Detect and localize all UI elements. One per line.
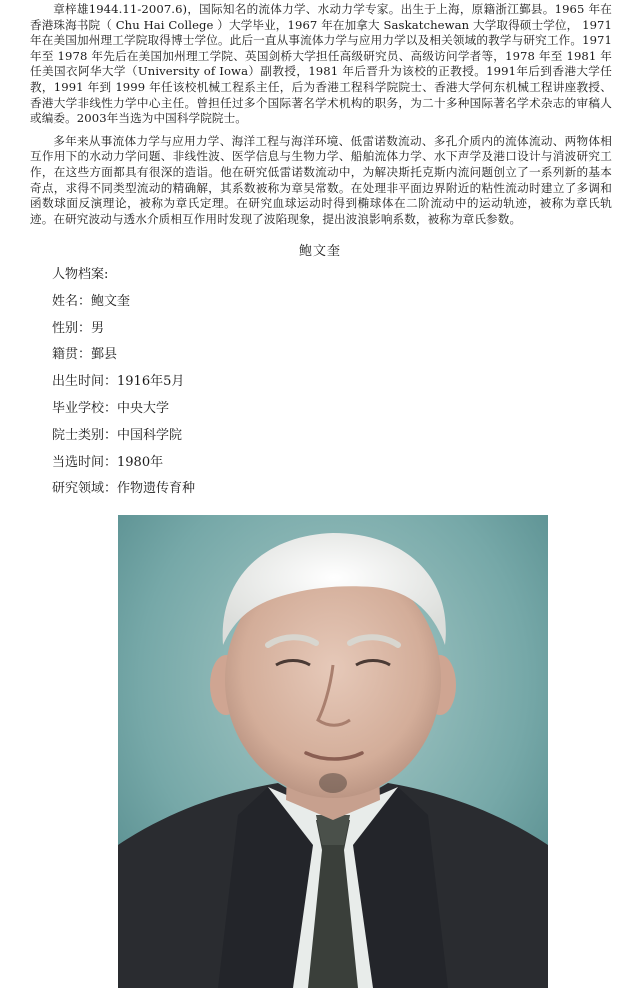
profile-row-academy [52, 423, 452, 450]
biography-text [30, 2, 612, 227]
profile-value: 作物遗传育种 [117, 481, 196, 497]
bio-paragraph-2: 多年来从事流体力学与应用力学、海洋工程与海洋环境、低雷诺数流动、多孔介质内的流体流动、两物体相互作用下的水动力学问题、非线性波、医学信息与生物力学、船舶流体力学、水下声学及港口设计与消波研究工作，在这些方面都具有很深的造诣。他在研究低雷诺数流动中，为解决斯托克斯内流问题创立了一系列新的基本奇点，求得不同类型流动的精确解，其系数被称为章吴常数。在处理非平面边界附近的粘性流动时建立了多调和函数球面反演理论，被称为章氏定理。在研究血球运动时得到椭球体在二阶流动中的运动轨迹，被称为章氏轨迹。在研究波动与透水介质相互作用时发现了波陷现象，提出波浪影响系数，被称为章氏参数。 [30, 133, 612, 226]
profile-label: 出生时间： [52, 374, 118, 390]
bio-paragraph-1: 章梓雄1944.11-2007.6)，国际知名的流体力学、水动力学专家。出生于上海，原籍浙江鄞县。1965 年在香港珠海书院（ Chu Hai College ）大学毕业，1967 年在加拿大 Saskatchewan 大学取得硕士学位， 1971 年在美国加州理工学院取得博士学位。此后一直从事流体力学与应用力学以及相关领域的教学与研究工作。1971 年至 1978 年先后在美国加州理工学院、英国剑桥大学担任高级研究员、高级访问学者等，1978 年至 1981 年任美国衣阿华大学（University of Iowa）副教授，1981 年后晋升为该校的正教授。1991年后到香港大学任教，1991 年到 1999 年任该校机械工程系主任，后为香港工程科学院院士、香港大学何东机械工程讲座教授、香港大学非线性力学中心主任。曾担任过多个国际著名学术机构的职务，为二十多种国际著名学术杂志的审稿人或编委。2003年当选为中国科学院院士。 [30, 2, 612, 126]
profile-value: 中央大学 [117, 400, 170, 416]
chin-shadow [319, 773, 347, 793]
profile-title: 鲍文奎 [298, 244, 341, 259]
profile-label: 毕业学校： [52, 400, 118, 416]
profile-row-elected [52, 450, 452, 477]
profile-card [52, 262, 452, 503]
profile-row-school [52, 396, 452, 423]
profile-label: 当选时间： [52, 454, 118, 470]
profile-label: 姓名： [52, 293, 92, 309]
profile-row-gender [52, 316, 452, 343]
profile-label: 院士类别： [52, 427, 118, 443]
profile-row-hometown [52, 342, 452, 369]
profile-row-field [52, 476, 452, 503]
profile-value: 1980年 [117, 454, 164, 470]
profile-row-birth [52, 369, 452, 396]
profile-label: 研究领域： [52, 481, 118, 497]
portrait-illustration [118, 515, 548, 988]
profile-value: 男 [91, 320, 105, 336]
profile-row-name [52, 289, 452, 316]
profile-value: 中国科学院 [117, 427, 183, 443]
profile-heading: 人物档案: [52, 267, 109, 282]
portrait-photo [118, 515, 548, 988]
profile-value: 鄞县 [91, 347, 118, 363]
profile-value: 鲍文奎 [91, 293, 131, 309]
profile-label: 籍贯： [52, 347, 92, 363]
profile-label: 性别： [52, 320, 92, 336]
profile-value: 1916年5月 [117, 374, 185, 390]
